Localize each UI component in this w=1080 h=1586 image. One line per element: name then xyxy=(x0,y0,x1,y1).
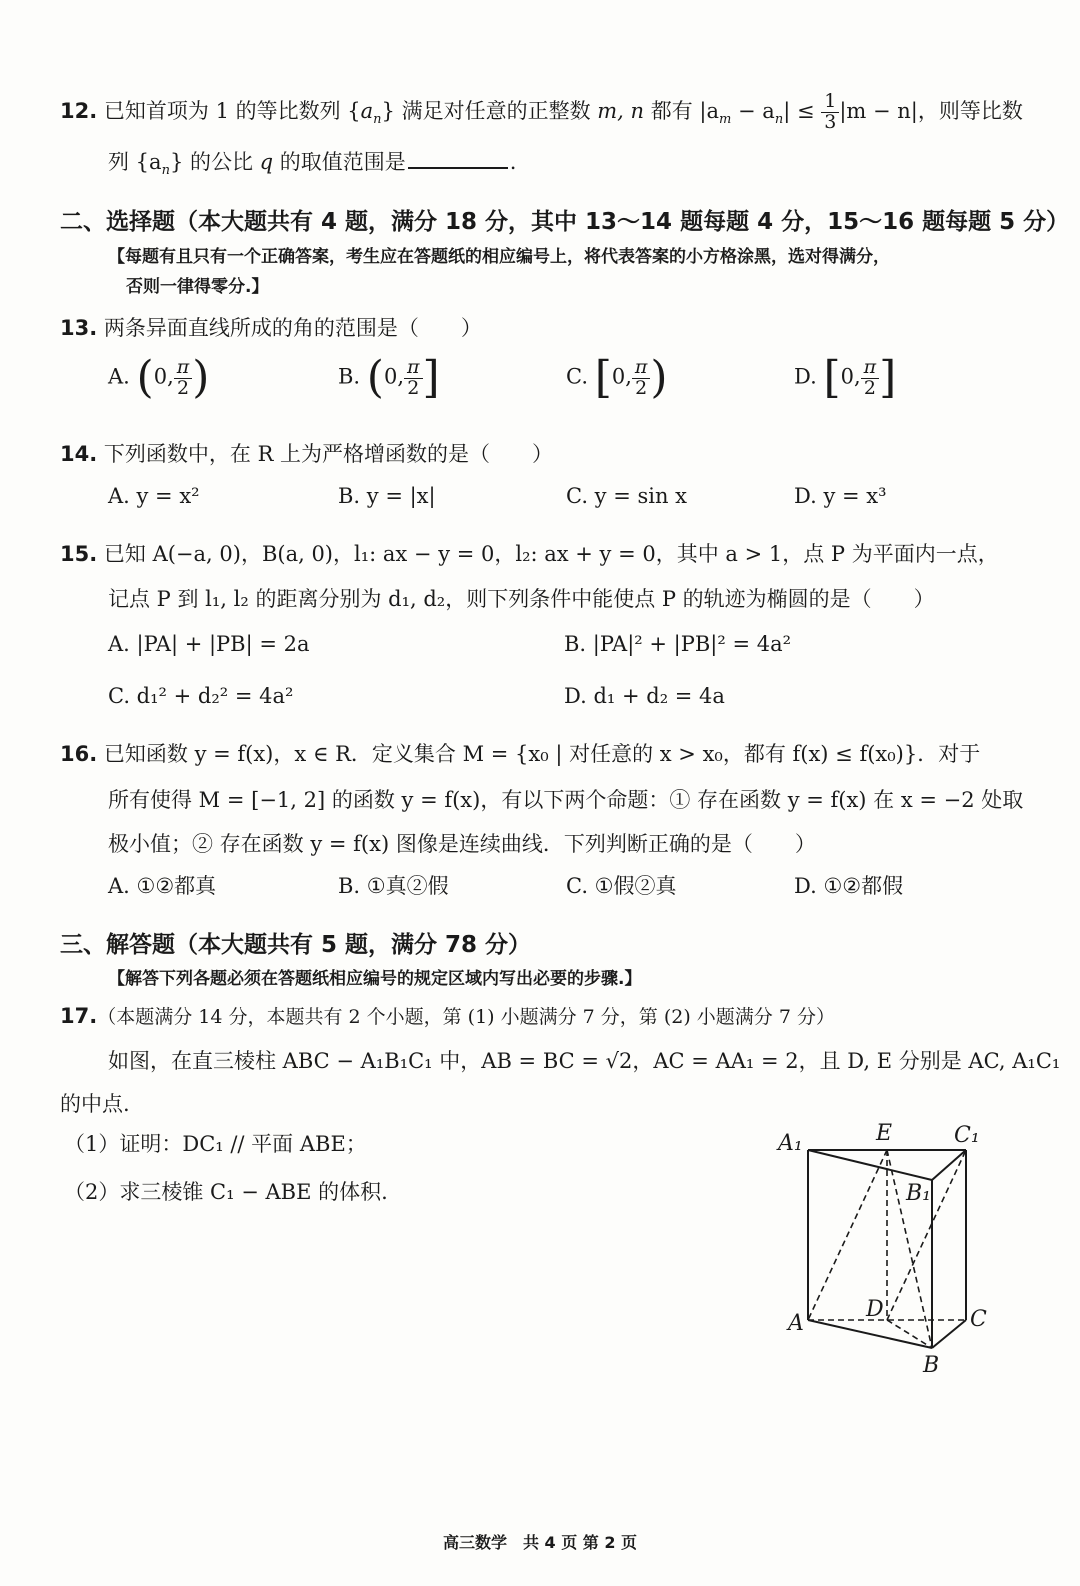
q15-option-b[interactable]: B. |PA|² + |PB|² = 4a² xyxy=(564,632,792,656)
q17-line1: 如图，在直三棱柱 ABC − A₁B₁C₁ 中，AB = BC = √2，AC = AA₁ = 2，且 D, E 分别是 AC, A₁C₁ xyxy=(108,1049,1061,1073)
seg-e-a xyxy=(808,1150,887,1320)
q16-line2: 所有使得 M = [−1, 2] 的函数 y = f(x)，有以下两个命题：① 存在函数 y = f(x) 在 x = −2 处取 xyxy=(108,788,1024,812)
edge-b-c xyxy=(932,1320,966,1348)
label-a: A xyxy=(788,1311,804,1336)
prism-figure xyxy=(770,1118,1000,1388)
q14-option-b[interactable]: B. y = |x| xyxy=(338,484,436,508)
q14-option-a[interactable]: A. y = x² xyxy=(108,484,200,508)
q15-option-c[interactable]: C. d₁² + d₂² = 4a² xyxy=(108,684,294,708)
q13-option-b[interactable]: B. (0, $\frac{\pi}{2}$ ] xyxy=(338,352,440,403)
q13-option-d[interactable]: D. [0, $\frac{\pi}{2}$ ] xyxy=(794,352,897,403)
section-2-note-2: 否则一律得零分.】 xyxy=(126,277,269,297)
q16-option-b[interactable]: B. ①真②假 xyxy=(338,874,449,898)
label-c: C xyxy=(970,1307,987,1332)
seg-e-b xyxy=(887,1150,932,1348)
section-3-note: 【解答下列各题必须在答题纸相应编号的规定区域内写出必要的步骤.】 xyxy=(108,969,642,989)
label-a1: A₁ xyxy=(778,1131,803,1156)
edge-a-b xyxy=(808,1320,932,1348)
page-footer: 高三数学 共 4 页 第 2 页 xyxy=(442,1533,638,1552)
q13-option-a[interactable]: A. (0, $\frac{\pi}{2}$ ) xyxy=(108,352,210,403)
fraction-one-third: $\frac{1}{3}$ xyxy=(821,92,839,133)
q14-stem: 14. 下列函数中，在 R 上为严格增函数的是（ ） xyxy=(60,442,554,466)
section-2-note-1: 【每题有且只有一个正确答案，考生应在答题纸的相应编号上，将代表答案的小方格涂黑，选对得满分， xyxy=(108,247,890,267)
q16-line3: 极小值；② 存在函数 y = f(x) 图像是连续曲线．下列判断正确的是（ ） xyxy=(108,832,816,856)
q16-option-a[interactable]: A. ①②都真 xyxy=(108,874,217,898)
q15-line1: 15. 已知 A(−a, 0)，B(a, 0)，l₁: ax − y = 0，l₂: ax + y = 0，其中 a > 1，点 P 为平面内一点， xyxy=(60,542,999,566)
q17-head: 17.（本题满分 14 分，本题共有 2 个小题，第 (1) 小题满分 7 分，第 (2) 小题满分 7 分） xyxy=(60,1004,835,1028)
q15-option-a[interactable]: A. |PA| + |PB| = 2a xyxy=(108,632,310,656)
label-e: E xyxy=(876,1121,893,1146)
q17-part1: （1）证明：DC₁ // 平面 ABE； xyxy=(64,1132,367,1156)
q15-option-d[interactable]: D. d₁ + d₂ = 4a xyxy=(564,684,725,708)
q17-line2: 的中点. xyxy=(60,1092,130,1116)
section-3-title: 三、解答题（本大题共有 5 题，满分 78 分） xyxy=(60,932,532,958)
edge-b1-c1 xyxy=(932,1150,966,1180)
q16-option-c[interactable]: C. ①假②真 xyxy=(566,874,677,898)
q16-line1: 16. 已知函数 y = f(x)，x ∈ R．定义集合 M = {x₀ | 对任意的 x > x₀，都有 f(x) ≤ f(x₀)}．对于 xyxy=(60,742,981,766)
section-2-title: 二、选择题（本大题共有 4 题，满分 18 分，其中 13～14 题每题 4 分，15～16 题每题 5 分） xyxy=(60,209,1070,235)
q17-part2: （2）求三棱锥 C₁ − ABE 的体积. xyxy=(64,1180,388,1204)
q12-line2: 列 $\{a_n\}$ 的公比 q 的取值范围是 . xyxy=(108,150,517,179)
q13-option-c[interactable]: C. [0, $\frac{\pi}{2}$ ) xyxy=(566,352,668,403)
q14-option-c[interactable]: C. y = sin x xyxy=(566,484,688,508)
label-d: D xyxy=(866,1297,884,1322)
answer-blank[interactable] xyxy=(408,167,508,169)
q12-line1: 12. 已知首项为 1 的等比数列 $\{a_n\}$ 满足对任意的正整数 m, n 都有 $|a_m - a_n|$ ≤ $\frac{1}{3}$ |m − n|，则等比数 xyxy=(60,90,1023,133)
label-b: B xyxy=(923,1353,940,1378)
q15-line2: 记点 P 到 l₁, l₂ 的距离分别为 d₁, d₂，则下列条件中能使点 P 的轨迹为椭圆的是（ ） xyxy=(108,587,935,611)
seg-d-c1 xyxy=(887,1150,966,1320)
q16-option-d[interactable]: D. ①②都假 xyxy=(794,874,904,898)
label-b1: B₁ xyxy=(906,1181,931,1206)
q14-option-d[interactable]: D. y = x³ xyxy=(794,484,887,508)
q13-stem: 13. 两条异面直线所成的角的范围是（ ） xyxy=(60,316,482,340)
label-c1: C₁ xyxy=(954,1123,980,1148)
edge-a1-b1 xyxy=(808,1150,932,1180)
q12-number: 12. xyxy=(60,98,98,123)
